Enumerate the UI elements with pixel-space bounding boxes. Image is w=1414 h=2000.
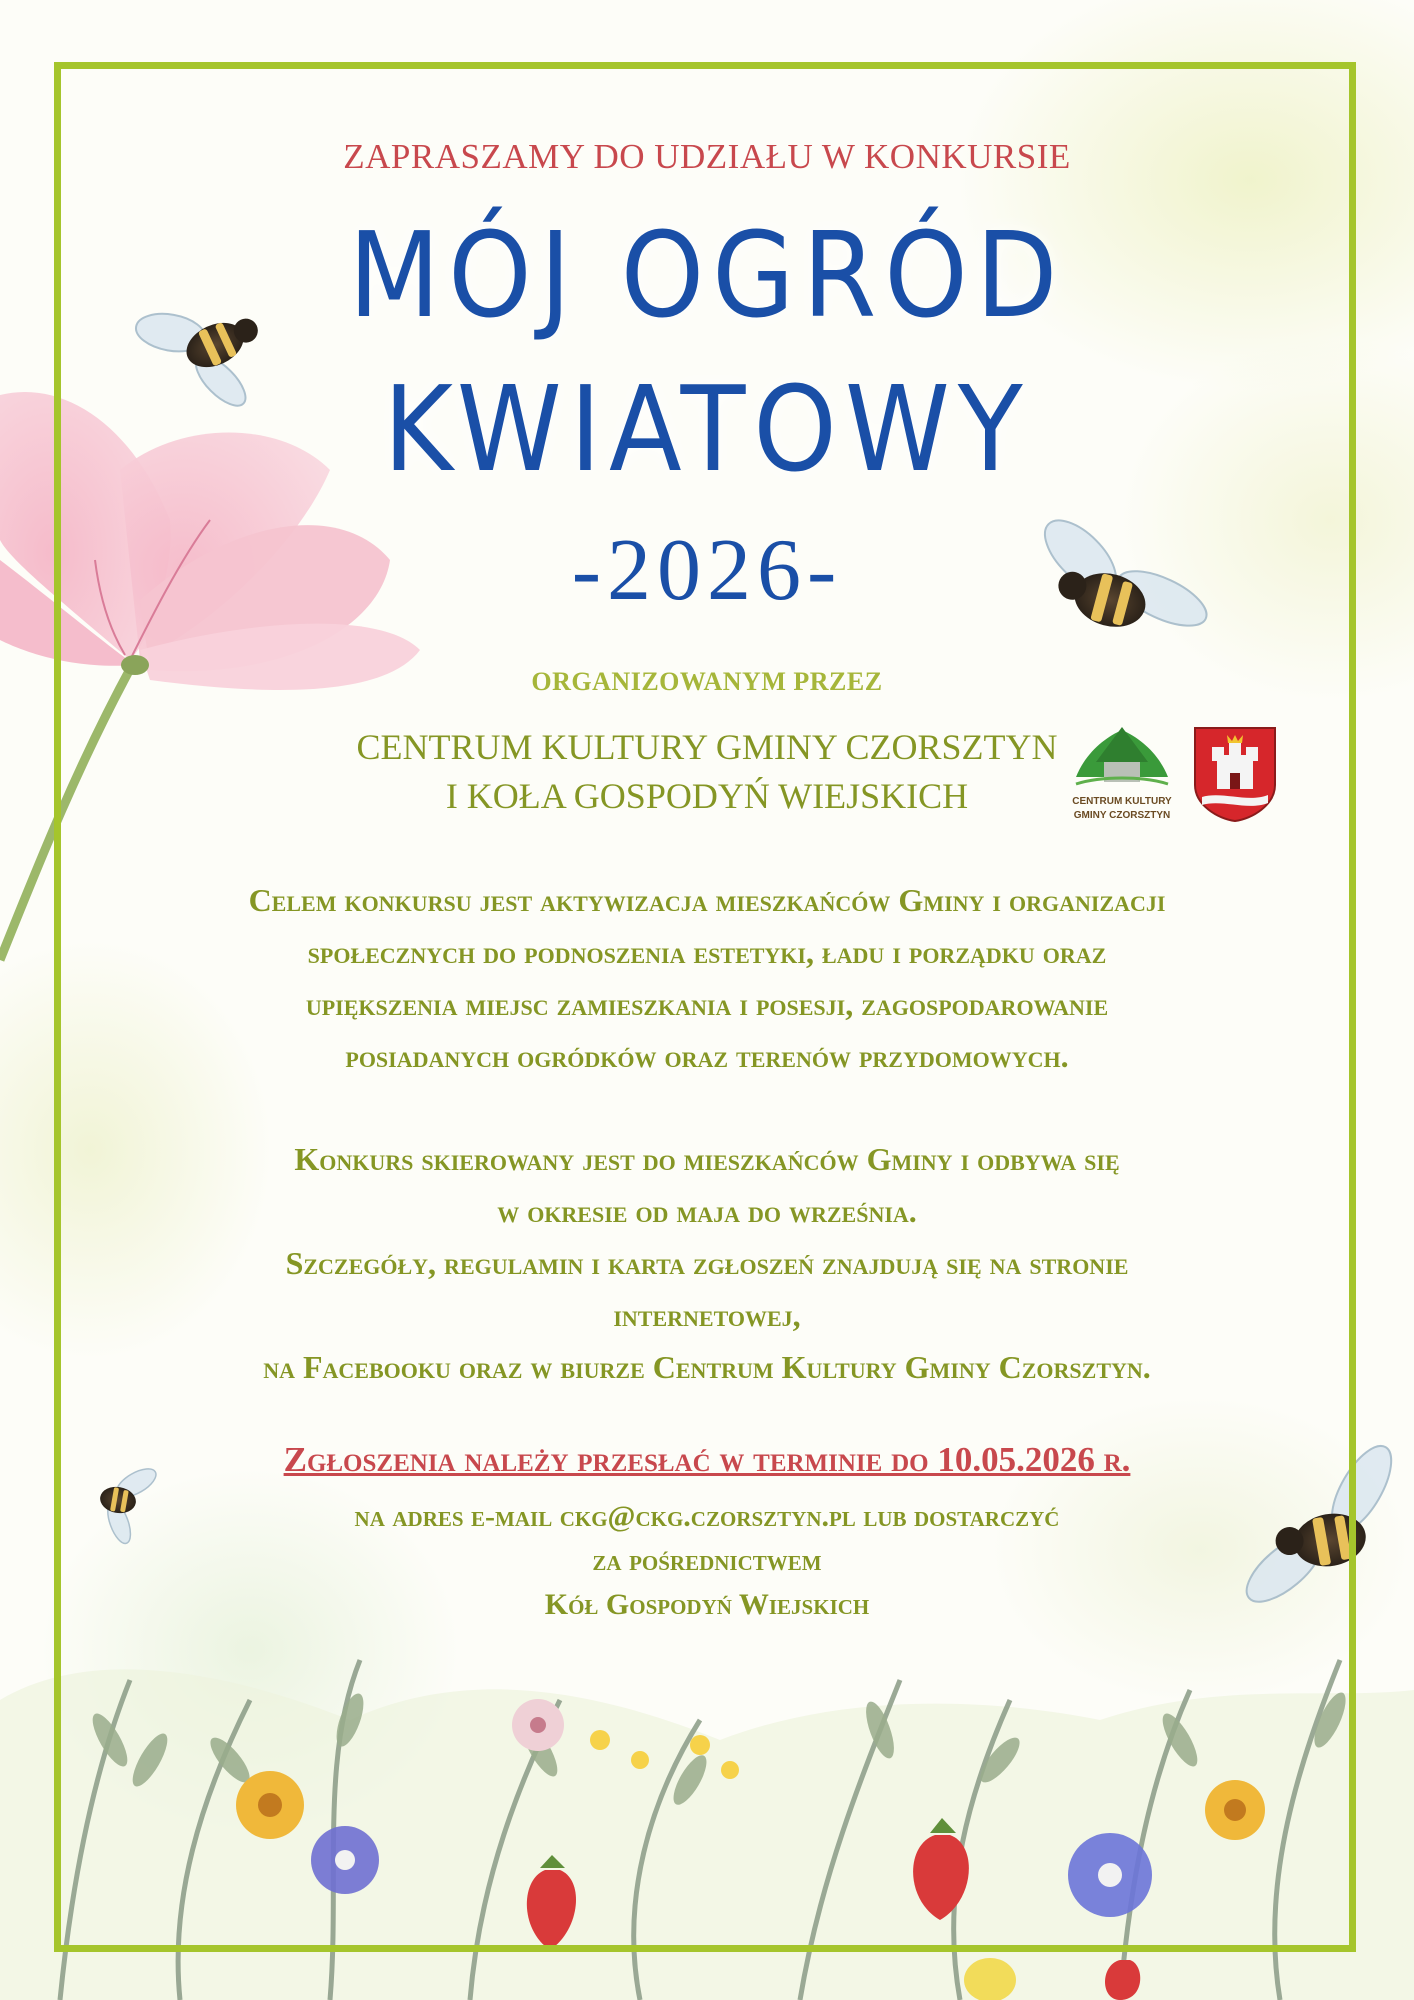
audience-line: internetowej, [613, 1297, 801, 1333]
coat-of-arms-icon [1192, 725, 1278, 823]
logo-text-line-2: GMINY CZORSZTYN [1073, 810, 1171, 821]
title-line-2: KWIATOWY [383, 360, 1031, 498]
audience-line: Szczegóły, regulamin i karta zgłoszeń znajdują się na stronie [285, 1245, 1129, 1281]
contest-description [0, 874, 1414, 1082]
organizer-line-1: CENTRUM KULTURY GMINY CZORSZTYN [356, 727, 1058, 767]
invite-line: ZAPRASZAMY DO UDZIAŁU W KONKURSIE [343, 137, 1071, 176]
title-line-1: MÓJ OGRÓD [348, 206, 1066, 344]
contact-line: na adres e-mail ckg@ckg.czorsztyn.pl lub dostarczyć [354, 1500, 1060, 1533]
organizer-line-2: I KOŁA GOSPODYŃ WIEJSKICH [445, 776, 969, 816]
title-year: -2026- [571, 522, 843, 619]
logo-text-line-1: CENTRUM KULTURY [1072, 796, 1172, 807]
description-line: społecznych do podnoszenia estetyki, ładu i porządku oraz [307, 934, 1107, 970]
centrum-kultury-logo [1066, 722, 1178, 832]
audience-line: Konkurs skierowany jest do mieszkańców Gminy i odbywa się [294, 1141, 1120, 1177]
description-line: upiększenia miejsc zamieszkania i posesji, zagospodarowanie [305, 986, 1109, 1022]
contact-info [0, 1495, 1414, 1627]
organized-by-label: ORGANIZOWANYM PRZEZ [531, 667, 883, 696]
description-line: posiadanych ogródków oraz terenów przydomowych. [345, 1038, 1069, 1074]
contact-line: za pośrednictwem [592, 1544, 822, 1577]
description-line: Celem konkursu jest aktywizacja mieszkańców Gminy i organizacji [248, 882, 1166, 918]
audience-line: na Facebooku oraz w biurze Centrum Kultury Gminy Czorsztyn. [263, 1349, 1151, 1385]
contact-line: Kół Gospodyń Wiejskich [544, 1588, 870, 1621]
contest-audience [0, 1133, 1414, 1393]
audience-line: w okresie od maja do września. [497, 1193, 917, 1229]
deadline-text: Zgłoszenia należy przesłać w terminie do 10.05.2026 r. [283, 1440, 1131, 1479]
deadline-notice [0, 1440, 1414, 1480]
